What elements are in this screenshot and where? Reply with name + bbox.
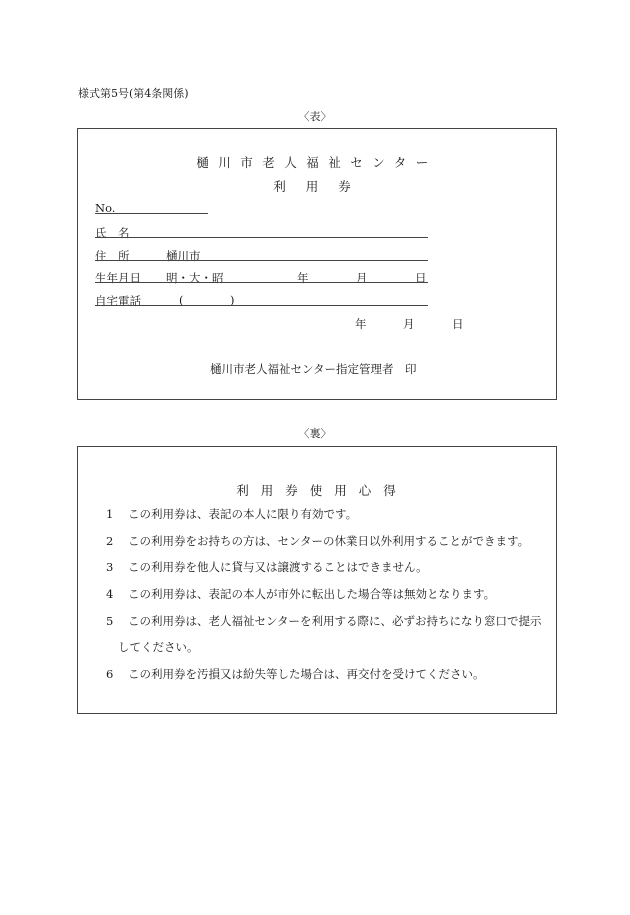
address-underline: [95, 260, 428, 261]
rule-item-continuation: [118, 639, 199, 655]
rule-number: 2: [106, 534, 114, 548]
rule-text: この利用券を汚損又は紛失等した場合は、再交付を受けてください。: [128, 667, 485, 681]
rule-item: [106, 666, 485, 682]
rule-item: [106, 613, 542, 629]
back-side-label: 〈裏〉: [298, 427, 332, 440]
front-side-label: 〈表〉: [298, 110, 332, 123]
birth-underline: [95, 282, 428, 283]
front-card: [77, 128, 557, 400]
rule-number: 5: [106, 614, 114, 628]
form-number: 様式第5号(第4条関係): [78, 87, 189, 100]
issue-year-label: 年: [355, 317, 367, 331]
phone-underline: [95, 305, 428, 306]
issue-month-label: 月: [403, 317, 415, 331]
birth-month-label: 月: [356, 271, 368, 285]
rule-number: 4: [106, 587, 114, 601]
rule-number: 1: [106, 507, 114, 521]
phone-label: 自宅電話: [95, 294, 141, 308]
rule-text: この利用券は、表記の本人が市外に転出した場合等は無効となります。: [128, 587, 496, 601]
center-title: 樋川市老人福祉センター: [196, 155, 438, 170]
birth-year-label: 年: [297, 271, 309, 285]
rule-text: してください。: [118, 640, 199, 654]
no-underline: [95, 213, 208, 214]
rule-text: この利用券をお持ちの方は、センターの休業日以外利用することができます。: [128, 534, 530, 548]
rule-text: この利用券は、表記の本人に限り有効です。: [128, 507, 358, 521]
back-card: [77, 446, 557, 714]
rule-text: この利用券を他人に貸与又は譲渡することはできません。: [128, 560, 428, 574]
rule-number: 6: [106, 667, 114, 681]
birth-day-label: 日: [415, 271, 427, 285]
rule-item: [106, 586, 495, 602]
rule-text: この利用券は、老人福祉センターを利用する際に、必ずお持ちになり窓口で提示: [128, 614, 542, 628]
era-value: 明・大・昭: [166, 271, 224, 285]
name-label: 氏 名: [95, 226, 130, 240]
no-label: No.: [95, 201, 116, 215]
ticket-title: 利用券: [273, 179, 371, 194]
usage-rules-title: 利用券使用心得: [236, 483, 408, 498]
issue-day-label: 日: [452, 317, 464, 331]
rule-item: [106, 506, 357, 522]
phone-close-paren: ): [230, 293, 235, 307]
phone-open-paren: (: [179, 293, 184, 307]
rule-number: 3: [106, 560, 114, 574]
address-label: 住 所: [95, 249, 130, 263]
address-value: 樋川市: [166, 249, 201, 263]
birth-label: 生年月日: [95, 271, 141, 285]
name-underline: [95, 237, 428, 238]
rule-item: [106, 533, 529, 549]
issuer-line: 樋川市老人福祉センター指定管理者 印: [210, 362, 417, 376]
rule-item: [106, 559, 428, 575]
